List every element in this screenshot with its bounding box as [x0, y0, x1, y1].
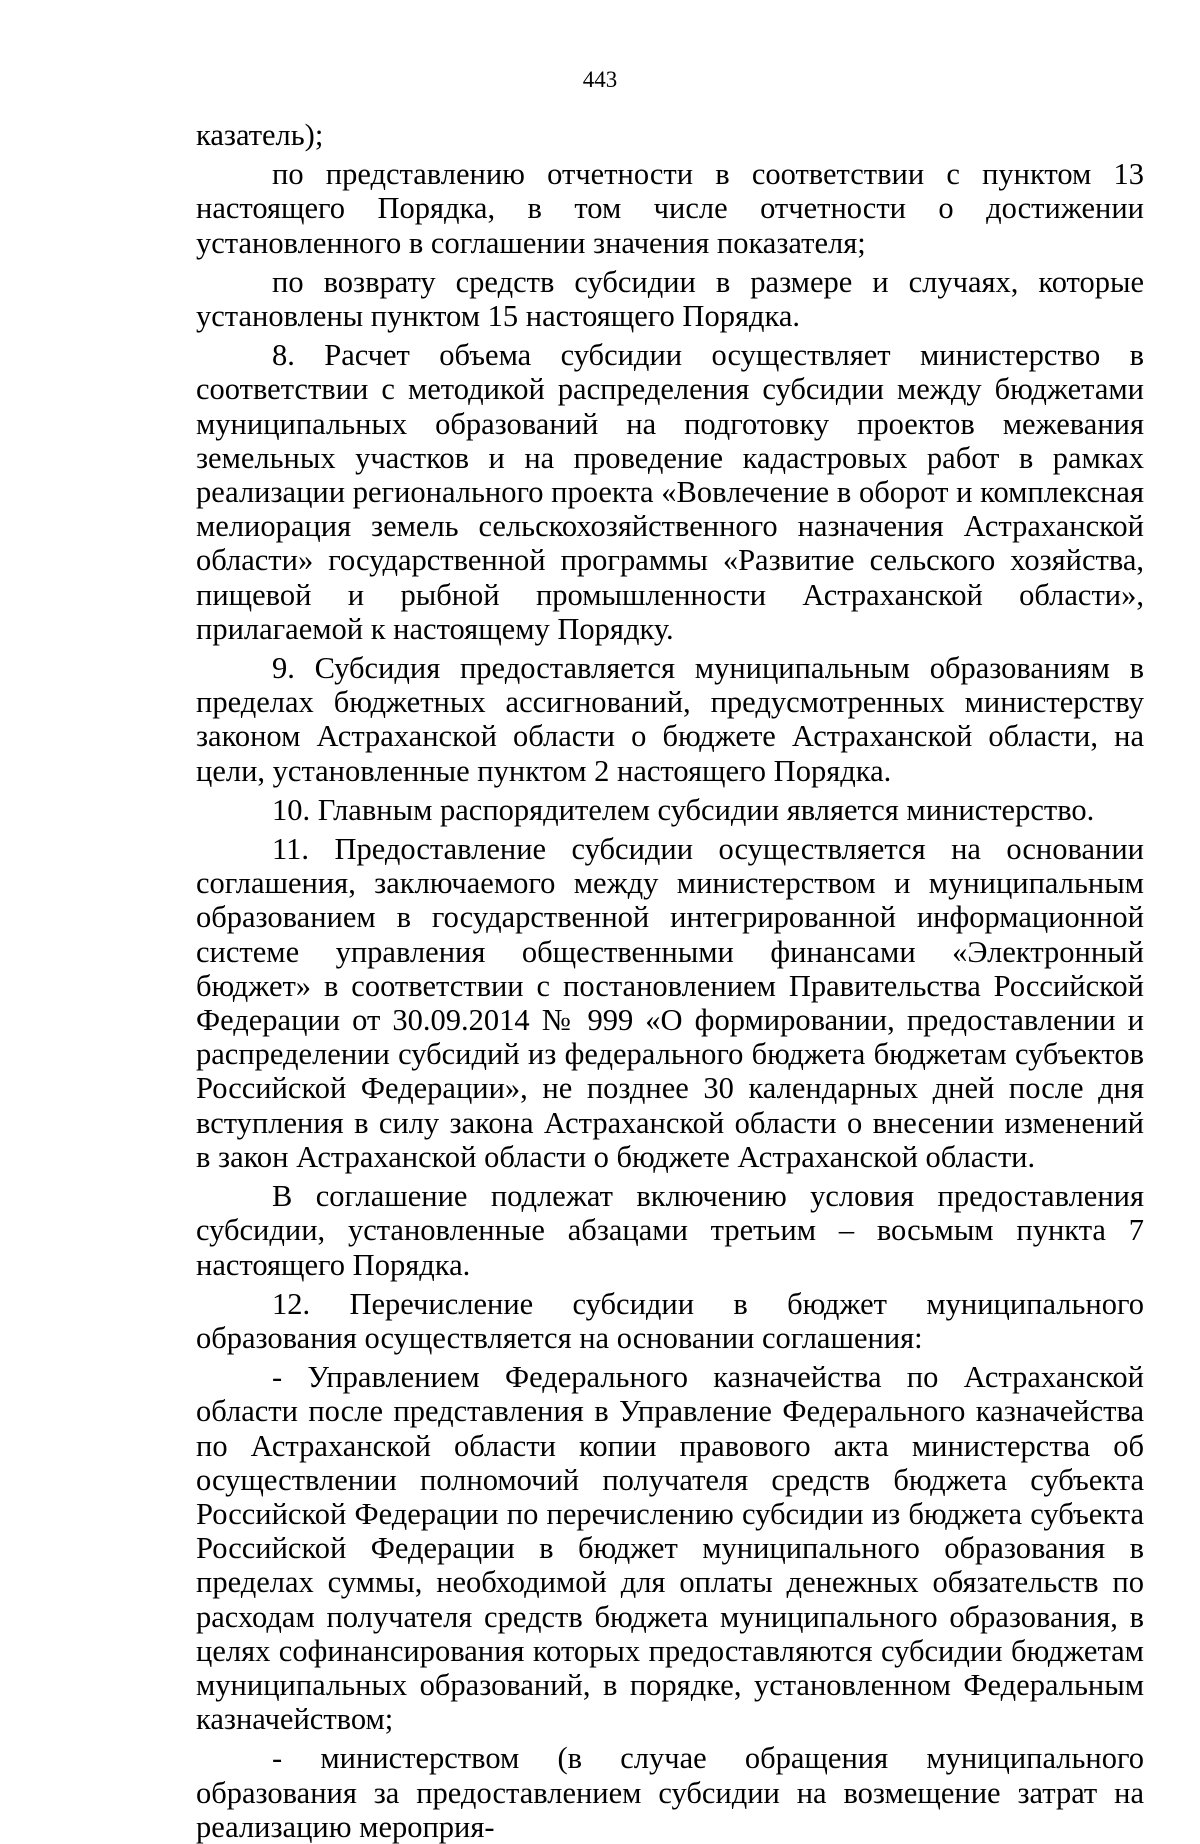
- paragraph-item-9: 9. Субсидия предоставляется муниципальным образованиям в пределах бюджетных ассигнований, предусмотренных министерству законом Астраханской области о бюджете Астраханской области, на цели, установленные пунктом 2 настоящего Порядка.: [196, 651, 1144, 788]
- paragraph-item-12: 12. Перечисление субсидии в бюджет муниципального образования осуществляется на основании соглашения:: [196, 1286, 1144, 1355]
- paragraph-continuation: казатель);: [196, 118, 324, 152]
- paragraph-treasury-transfer: - Управлением Федерального казначейства по Астраханской области после представления в Управление Федерального казначейства по Астраханской области копии правового акта министерства об осуществлении полномочий получателя средств бюджета субъекта Российской Федерации по перечислению субсидии из бюджета субъекта Российской Федерации в бюджет муниципального образования в пределах суммы, необходимой для оплаты денежных обязательств по расходам получателя средств бюджета муниципального образования, в целях софинансирования которых предоставляются субсидии бюджетам муниципальных образований, в порядке, установленном Федеральным казначейством;: [196, 1360, 1144, 1737]
- document-body: [196, 118, 1144, 1844]
- paragraph-refund: по возврату средств субсидии в размере и случаях, которые установлены пунктом 15 настоящего Порядка.: [196, 264, 1144, 334]
- paragraph-reporting: по представлению отчетности в соответствии с пунктом 13 настоящего Порядка, в том числе отчетности о достижении установленного в соглашении значения показателя;: [196, 157, 1144, 260]
- page-number: 443: [582, 67, 618, 92]
- paragraph-item-10: 10. Главным распорядителем субсидии является министерство.: [272, 792, 1095, 827]
- paragraph-item-11: 11. Предоставление субсидии осуществляется на основании соглашения, заключаемого между министерством и муниципальным образованием в государственной интегрированной информационной системе управления общественными финансами «Электронный бюджет» в соответствии с постановлением Правительства Российской Федерации от 30.09.2014 № 999 «О формировании, предоставлении и распределении субсидий из федерального бюджета бюджетам субъектов Российской Федерации», не позднее 30 календарных дней после дня вступления в силу закона Астраханской области о внесении изменений в закон Астраханской области о бюджете Астраханской области.: [196, 832, 1144, 1174]
- paragraph-ministry-transfer: - министерством (в случае обращения муниципального образования за предоставлением субсидии на возмещение затрат на реализацию мероприя-: [196, 1741, 1144, 1844]
- paragraph-agreement-conditions: В соглашение подлежат включению условия предоставления субсидии, установленные абзацами третьим – восьмым пункта 7 настоящего Порядка.: [196, 1179, 1144, 1282]
- paragraph-item-8: 8. Расчет объема субсидии осуществляет министерство в соответствии с методикой распределения субсидии между бюджетами муниципальных образований на подготовку проектов межевания земельных участков и на проведение кадастровых работ в рамках реализации регионального проекта «Вовлечение в оборот и комплексная мелиорация земель сельскохозяйственного назначения Астраханской области» государственной программы «Развитие сельского хозяйства, пищевой и рыбной промышленности Астраханской области», прилагаемой к настоящему Порядку.: [196, 338, 1144, 646]
